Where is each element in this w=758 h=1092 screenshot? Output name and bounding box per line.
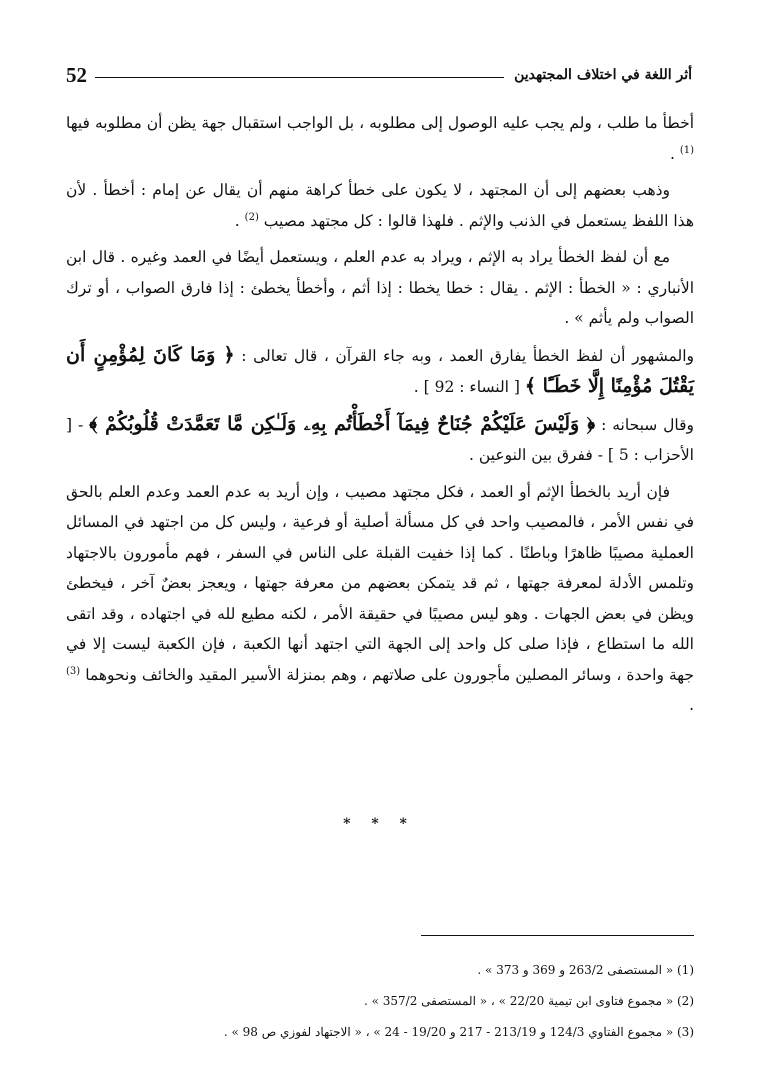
section-separator: * * *	[343, 816, 415, 832]
footnote-3: (3) « مجموع الفتاوي 124/3 و 213/19 - 217 و 19/20 - 24 » ، « الاجتهاد لفوزي ص 98 » .	[223, 1025, 694, 1039]
page-header	[66, 62, 692, 88]
paragraph-4	[66, 340, 694, 403]
quran-verse-nisa: ﴿ وَمَا كَانَ لِمُؤْمِنٍ أَن يَقْتُلَ مُؤْمِنًا إِلَّا خَطَـًٔا ﴾	[66, 343, 694, 397]
main-text	[66, 108, 694, 727]
running-title: أثر اللغة في اختلاف المجتهدين	[514, 67, 692, 83]
footnote-2: (2) « مجموع فتاوى ابن تيمية 22/20 » ، « المستصفى 357/2 » .	[363, 994, 694, 1008]
footnote-ref-1[interactable]: (1)	[679, 144, 694, 156]
quran-verse-ahzab: ﴿ وَلَيْسَ عَلَيْكُمْ جُنَاحٌ فِيمَآ أَخْطَأْتُم بِهِۦ وَلَـٰكِن مَّا تَعَمَّدَتْ قُلُوبُكُمْ ﴾	[89, 412, 596, 435]
paragraph-2-text: وذهب بعضهم إلى أن المجتهد ، لا يكون على خطأ كراهة منهم أن يقال عن إمام : أخطأ . لأن هذا اللفظ يستعمل في الذنب والإثم . فلهذا قالوا : كل مجتهد مصيب	[66, 181, 694, 230]
paragraph-6-end: .	[689, 696, 694, 714]
paragraph-4-intro: والمشهور أن لفظ الخطأ يفارق العمد ، وبه جاء القرآن ، قال تعالى :	[234, 346, 695, 365]
paragraph-6	[66, 477, 694, 721]
paragraph-1	[66, 108, 694, 169]
footnote-rule	[421, 935, 694, 936]
paragraph-1-end: .	[669, 144, 680, 163]
footnote-ref-3[interactable]: (3)	[66, 665, 81, 677]
paragraph-2	[66, 175, 694, 236]
footnote-ref-2[interactable]: (2)	[244, 211, 259, 223]
footnote-1: (1) « المستصفى 263/2 و 369 و 373 » .	[477, 963, 694, 977]
footnotes	[66, 955, 694, 1048]
paragraph-5-intro: وقال سبحانه :	[595, 415, 695, 434]
paragraph-5	[66, 409, 694, 471]
paragraph-4-citation: [ النساء : 92 ] .	[413, 378, 525, 396]
page-number: 52	[66, 62, 87, 87]
paragraph-1-text: أخطأ ما طلب ، ولم يجب عليه الوصول إلى مطلوبه ، بل الواجب استقبال جهة يظن أن مطلوبه فيها	[66, 114, 694, 132]
paragraph-3: مع أن لفظ الخطأ يراد به الإثم ، ويراد به عدم العلم ، ويستعمل أيضًا في العمد وغيره . قال ابن الأنباري : « الخطأ : الإثم . يقال : خطا يخطا : إذا أثم ، وأخطأ يخطئ : إذا فارق الصواب ، أو ترك الصواب ولم يأثم » .	[66, 248, 694, 327]
paragraph-2-end: .	[234, 211, 245, 230]
paragraph-6-text: فإن أريد بالخطأ الإثم أو العمد ، فكل مجتهد مصيب ، وإن أريد به عدم العمد وعدم العلم بالحق في نفس الأمر ، فالمصيب واحد في كل مسألة أصلية أو فرعية ، وليس كل من اجتهد في المسائل العملية مصيبًا ظاهرًا وباطنًا . كما إذا خفيت القبلة على الناس في السفر ، فهم مأمورون بالاجتهاد وتلمس الأدلة لمعرفة جهتها ، ثم قد يتمكن بعضهم من معرفة جهتها ، ويعجز بعضٌ آخر ، فيخطئ ويظن في بعض الجهات . وهو ليس مصيبًا في حقيقة الأمر ، لكنه مطيع لله في اجتهاده ، وقد اتقى الله ما استطاع ، فإذا صلى كل واحد إلى الجهة التي اجتهد أنها الكعبة ، فإن الكعبة ليست إلا في جهة واحدة ، وسائر المصلين مأجورون على صلاتهم ، وهم بمنزلة الأسير المقيد والخائف ونحوهما	[66, 482, 694, 684]
paragraph-5-citation: - [ الأحزاب : 5 ] - ففرق بين النوعين .	[66, 415, 694, 464]
header-rule	[95, 77, 504, 78]
